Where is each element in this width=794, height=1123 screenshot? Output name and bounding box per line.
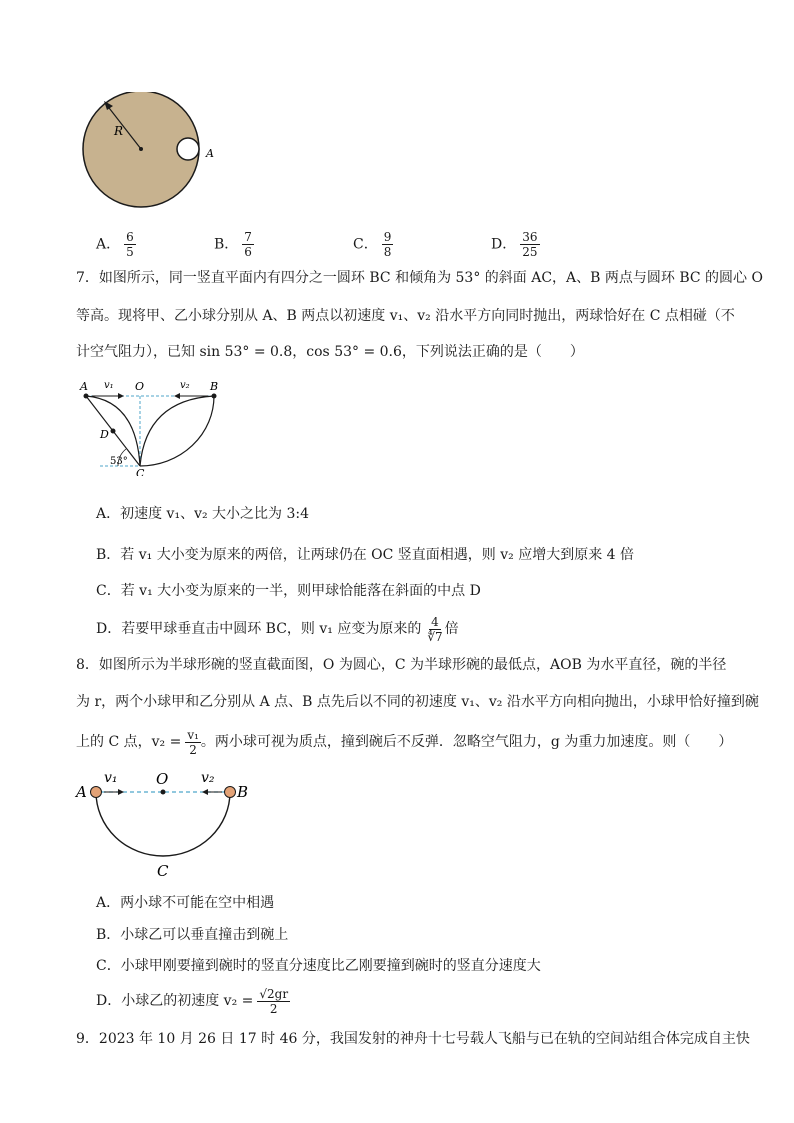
label-c: C [157,862,169,880]
disk-figure [78,92,228,212]
q8-option-d[interactable] [96,984,290,1018]
v2-arrowhead [174,393,180,399]
label-o: O [156,770,169,788]
q8-option-a[interactable]: A．两小球不可能在空中相遇 [96,895,275,911]
option-letter: B． [214,236,239,253]
option-text: D．小球乙的初速度 v₂ = [96,993,254,1009]
numerator: 6 [126,230,134,244]
q8-option-b[interactable]: B．小球乙可以垂直撞击到碗上 [96,927,289,943]
v1-arrowhead [118,393,124,399]
label-b: B [237,783,249,801]
v1-arrowhead [118,789,124,795]
q7-stem-line-3: 计空气阻力），已知 sin 53° = 0.8，cos 53° = 0.6，下列说法正确的是（ ） [76,344,584,360]
option-text-end: 倍 [444,621,459,637]
numerator: 36 [522,230,538,244]
center-dot [139,147,143,151]
label-v1: v₁ [104,380,114,391]
label-v1: v₁ [104,770,118,786]
ball-a [91,787,102,798]
label-d: D [100,428,109,441]
denominator: ∜7 [427,629,443,644]
option-letter: C． [353,236,378,253]
numerator: 7 [244,230,252,244]
point-a [84,394,89,399]
q6-option-d[interactable] [491,230,540,259]
label-a: A [80,380,88,393]
denominator: 5 [126,245,134,259]
option-fraction [242,230,254,259]
point-a-label: A [206,147,214,160]
q6-option-b[interactable] [214,230,254,259]
trajectory-b [140,396,214,466]
numerator: 4 [431,614,439,629]
center-o [161,790,166,795]
option-letter: D． [491,236,517,253]
v2-arrowhead [202,789,208,795]
numerator: v₁ [187,727,199,742]
q8-stem-line-3 [76,727,732,757]
label-v2: v₂ [180,380,190,391]
option-fraction [124,230,136,259]
option-fraction [257,987,290,1016]
small-hole [177,138,199,160]
ball-b [225,787,236,798]
q7-option-d[interactable] [96,614,459,644]
label-angle: 53° [110,456,128,467]
stem-fraction [185,728,201,757]
bowl-figure [74,766,254,884]
q7-stem-line-1: 7．如图所示，同一竖直平面内有四分之一圆环 BC 和倾角为 53° 的斜面 AC，A、B 两点与圆环 BC 的圆心 O [76,270,763,286]
q8-stem-line-2: 为 r，两个小球甲和乙分别从 A 点、B 点先后以不同的初速度 v₁、v₂ 沿水平方向相向抛出，小球甲恰好撞到碗 [76,694,759,710]
q7-option-c[interactable]: C．若 v₁ 大小变为原来的一半，则甲球恰能落在斜面的中点 D [96,583,481,599]
label-b: B [210,380,219,393]
q7-stem-line-2: 等高。现将甲、乙小球分别从 A、B 两点以初速度 v₁、v₂ 沿水平方向同时抛出，两球恰好在 C 点相碰（不 [76,308,735,324]
point-d [111,429,116,434]
q6-option-c[interactable] [353,230,393,259]
bowl-arc [96,792,230,856]
quarter-ring-bc [140,396,214,466]
numerator: √2gr [259,986,289,1001]
option-letter: A． [96,236,121,253]
stem-text-end: 。两小球可视为质点，撞到碗后不反弹．忽略空气阻力，g 为重力加速度。则（ ） [200,734,733,750]
radius-label: R [114,124,124,138]
q7-option-b[interactable]: B．若 v₁ 大小变为原来的两倍，让两球仍在 OC 竖直面相遇，则 v₂ 应增大到原来 4 倍 [96,547,635,563]
incline-arc-figure [78,376,238,476]
point-b [212,394,217,399]
option-fraction [425,615,444,644]
denominator: 2 [269,1001,278,1016]
label-o: O [135,380,145,393]
option-fraction [382,230,394,259]
denominator: 6 [244,245,252,259]
label-c: C [136,467,145,476]
denominator: 25 [522,245,538,259]
label-a: A [76,783,87,801]
option-fraction [520,230,539,259]
denominator: 8 [383,245,392,259]
q6-option-a[interactable] [96,230,136,259]
q8-option-c[interactable]: C．小球甲刚要撞到碗时的竖直分速度比乙刚要撞到碗时的竖直分速度大 [96,958,541,974]
q9-stem-line-1: 9．2023 年 10 月 26 日 17 时 46 分，我国发射的神舟十七号载人飞船与已在轨的空间站组合体完成自主快 [76,1031,750,1047]
q7-option-a[interactable]: A．初速度 v₁、v₂ 大小之比为 3:4 [96,506,310,522]
q8-stem-line-1: 8．如图所示为半球形碗的竖直截面图，O 为圆心，C 为半球形碗的最低点，AOB 为水平直径，碗的半径 [76,657,727,673]
stem-text: 上的 C 点，v₂ = [76,734,182,750]
denominator: 2 [189,742,197,757]
numerator: 9 [383,230,392,244]
option-text: D．若要甲球垂直击中圆环 BC，则 v₁ 应变为原来的 [96,621,422,637]
label-v2: v₂ [201,770,215,786]
